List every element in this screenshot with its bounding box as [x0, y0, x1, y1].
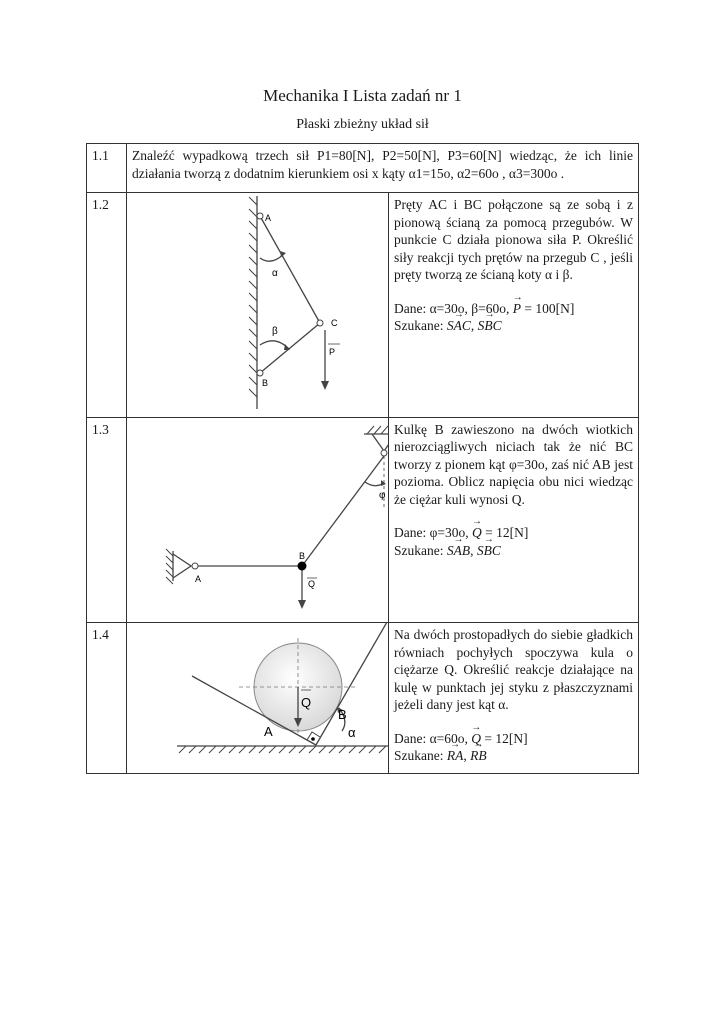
sought-vector-1: → RA — [447, 747, 464, 765]
task-row-1-3 — [87, 417, 639, 623]
given-suffix: = 12[N] — [481, 525, 529, 540]
angle-alpha-arc — [260, 254, 284, 261]
task-number: 1.1 — [87, 144, 127, 193]
joint-b — [257, 370, 263, 376]
label-b: B — [338, 707, 347, 722]
sought-vector-1: → SAB — [447, 542, 470, 560]
sought-vector-2: → RB — [470, 747, 487, 765]
given-data — [394, 524, 633, 542]
task-row-1-2 — [87, 193, 639, 418]
figure-1-3-diagram — [127, 418, 388, 618]
left-wall-hatching — [166, 549, 173, 584]
label-a: A — [265, 213, 272, 223]
rod-ac — [260, 216, 320, 323]
label-c: C — [331, 318, 338, 328]
task-text: Na dwóch prostopadłych do siebie gładkich równiach pochyłych spoczywa kula o ciężarze Q. Określić reakcje działające na kulę w punktach jej styku z płaszczyznami jeżeli dany jest kąt α. — [394, 627, 633, 712]
joint-a — [257, 213, 263, 219]
phi-arrowhead — [381, 480, 386, 486]
label-b: B — [262, 378, 269, 388]
string-bc — [302, 456, 384, 566]
force-p-arrowhead — [321, 381, 329, 390]
label-p: P — [329, 347, 336, 357]
ceiling-hatching — [367, 426, 388, 434]
force-q-arrowhead — [298, 600, 306, 609]
page-subtitle: Płaski zbieżny układ sił — [296, 117, 429, 132]
sought-prefix: Szukane: — [394, 318, 447, 333]
tasks-table — [86, 143, 639, 774]
rod-bc — [260, 323, 320, 373]
label-alpha: α — [348, 725, 356, 740]
figure-1-2-diagram — [127, 193, 388, 412]
sought-vector-1: → SAC — [447, 317, 471, 335]
given-data — [394, 300, 633, 318]
joint-c — [317, 320, 323, 326]
label-phi: φ — [379, 489, 386, 501]
task-number: 1.4 — [87, 623, 127, 774]
task-text: Kulkę B zawieszono na dwóch wiotkich nierozciągliwych niciach tak że nić BC tworzy z pionem kąt φ=30o, zaś nić AB jest pozioma. Oblicz napięcia obu nici wiedząc że ciężar kuli wynosi Q. — [394, 421, 633, 507]
sought-data: Szukane: → SAC, → SBC — [394, 317, 633, 335]
figure-1-4-diagram — [127, 623, 388, 768]
label-q: Q — [301, 695, 312, 710]
given-vector: → P — [513, 300, 521, 318]
given-prefix: Dane: φ=30o, — [394, 525, 473, 540]
figure-1-4 — [127, 623, 389, 774]
page-title: Mechanika I Lista zadań nr 1 — [263, 86, 462, 105]
beta-arrowhead — [284, 344, 290, 350]
label-q: Q — [308, 578, 316, 589]
sought-data: Szukane: → RA, → RB — [394, 747, 633, 765]
sought-vector-2: → SBC — [478, 317, 502, 335]
label-beta: β — [272, 326, 278, 337]
right-angle-dot — [311, 737, 315, 741]
label-b: B — [299, 550, 306, 561]
label-a: A — [264, 724, 273, 739]
given-prefix: Dane: α=60o, — [394, 730, 472, 746]
figure-1-2 — [127, 193, 389, 418]
given-vector: → Q — [471, 730, 481, 748]
joint-c — [381, 450, 387, 456]
sought-prefix: Szukane: — [394, 748, 447, 763]
given-prefix: Dane: α=30o, β=60o, — [394, 300, 513, 316]
task-description — [389, 193, 639, 418]
task-number: 1.2 — [87, 193, 127, 418]
given-vector: → Q — [472, 524, 482, 542]
sought-prefix: Szukane: — [394, 542, 447, 558]
support-c-bracket — [372, 434, 388, 451]
figure-1-3 — [127, 417, 389, 623]
given-suffix: = 12[N] — [481, 730, 528, 746]
support-a-bracket — [173, 554, 191, 578]
label-alpha: α — [272, 268, 278, 279]
ball-b — [298, 561, 307, 570]
task-text: Znaleźć wypadkową trzech sił P1=80[N], P2=50[N], P3=60[N] wiedząc, że ich linie działania tworzą z dodatnim kierunkiem osi x kąty α1=15o, α2=60o , α3=300o . — [127, 144, 639, 193]
ground-hatching — [179, 746, 386, 753]
task-description — [389, 623, 639, 774]
task-number: 1.3 — [87, 417, 127, 623]
label-a: A — [195, 573, 202, 584]
wall-hatching — [249, 197, 257, 397]
sought-vector-2: → SBC — [477, 542, 501, 560]
task-text: Pręty AC i BC połączone są ze sobą i z pionową ścianą za pomocą przegubów. W punkcie C działa pionowa siła P. Określić siły reakcji tych prętów na przegub C , jeśli pręty tworzą ze ścianą koty α i β. — [394, 197, 633, 282]
task-description — [389, 417, 639, 623]
task-row-1-4 — [87, 623, 639, 774]
task-row-1-1 — [87, 144, 639, 193]
joint-a — [192, 563, 198, 569]
given-suffix: = 100[N] — [521, 300, 575, 316]
sought-data: Szukane: → SAB, → SBC — [394, 542, 633, 560]
given-data — [394, 730, 633, 748]
